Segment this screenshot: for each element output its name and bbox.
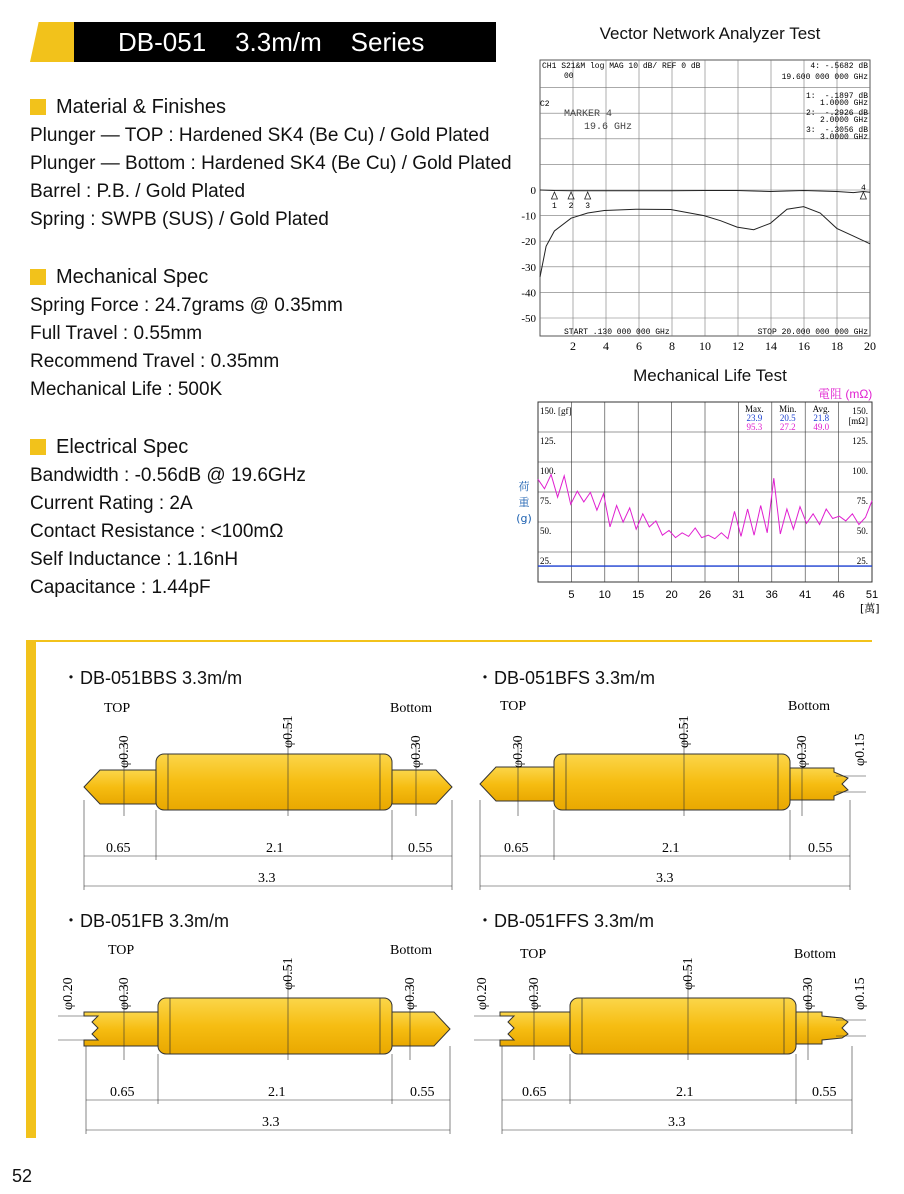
life-y-tick-label: 125. [540, 436, 556, 446]
section-square-icon [30, 99, 46, 115]
bottom-plunger [790, 768, 848, 800]
mechanical-list [30, 292, 343, 404]
length-label: 3.3 [258, 871, 276, 886]
bottom-plunger [392, 770, 452, 804]
vna-y-tick-label: -50 [521, 313, 536, 325]
material-list [30, 122, 512, 234]
vna-marker-freq-value: 2.0000 GHz [819, 116, 868, 125]
diameter-label: φ0.51 [681, 957, 696, 990]
section-accent-bar [26, 642, 36, 1138]
spec-line: Spring Force : 24.7grams @ 0.35mm [30, 295, 343, 316]
title-model: DB-051 [118, 27, 207, 57]
life-y2-unit: [mΩ] [848, 416, 868, 426]
section-square-icon [30, 439, 46, 455]
barrel [156, 754, 392, 810]
spec-line: Recommend Travel : 0.35mm [30, 351, 280, 372]
length-label: 2.1 [268, 1085, 286, 1100]
vna-header-left: CH1 S21&M log MAG 10 dB/ REF 0 dB [542, 62, 701, 71]
diameter-label: φ0.51 [281, 957, 296, 990]
vna-marker-number: 1 [552, 202, 557, 211]
vna-marker-db: -.3056 dB [824, 126, 868, 135]
vna-marker-number: 4 [860, 184, 866, 193]
drawing-bbs [40, 690, 460, 895]
life-summary-resistance: 95.3 [746, 422, 763, 432]
length-label: 0.55 [812, 1085, 837, 1100]
life-y2-tick-label: 125. [852, 436, 868, 446]
title-series: Series [350, 27, 425, 57]
life-y-tick-label: 75. [540, 496, 552, 506]
length-label: 0.65 [106, 841, 131, 856]
life-y-label: 重 [518, 496, 530, 509]
vna-x-tick-label: 6 [636, 339, 642, 352]
life-y-tick-label: 50. [540, 526, 552, 536]
bottom-label: Bottom [390, 701, 433, 716]
title-accent-bar [30, 22, 78, 62]
vna-y-tick-label: -20 [521, 236, 536, 249]
vna-x-tick-label: 4 [603, 339, 609, 352]
vna-x-tick-label: 18 [831, 339, 843, 352]
life-y-tick-label: 100. [540, 466, 556, 476]
bottom-label: Bottom [794, 947, 837, 962]
section-divider [26, 640, 872, 642]
life-y2-tick-label: 50. [856, 526, 868, 536]
vna-marker-freq: 19.6 GHz [584, 122, 633, 133]
top-label: TOP [108, 943, 135, 958]
life-chart [510, 400, 880, 620]
life-summary-force: 23.9 [746, 413, 763, 423]
spec-line: Capacitance : 1.44pF [30, 577, 211, 598]
length-label: 2.1 [266, 841, 284, 856]
life-y-tick-label: 150. [gf] [540, 406, 572, 416]
electrical-list [30, 462, 306, 602]
barrel [570, 998, 796, 1054]
vna-y-tick-label: -10 [521, 210, 536, 223]
life-y-tick-label: 25. [540, 556, 552, 566]
life-chart-title: Mechanical Life Test [633, 366, 787, 385]
life-right-unit: 電阻 (mΩ) [818, 387, 873, 401]
vna-x-tick-label: 10 [699, 339, 711, 352]
drawing-title-ffs: ・DB-051FFS 3.3m/m [476, 911, 655, 931]
length-label: 0.55 [808, 841, 833, 856]
vna-x-tick-label: 20 [864, 339, 876, 352]
length-label: 3.3 [262, 1115, 280, 1130]
top-plunger [500, 1012, 572, 1046]
length-label: 3.3 [668, 1115, 686, 1130]
diameter-label: φ0.20 [61, 977, 76, 1010]
life-summary-resistance: 27.2 [779, 422, 796, 432]
bottom-label: Bottom [788, 699, 831, 714]
mechanical-heading: Mechanical Spec [30, 264, 208, 290]
barrel [554, 754, 790, 810]
section-square-icon [30, 269, 46, 285]
length-label: 0.55 [408, 841, 433, 856]
life-x-tick-label: 31 [732, 589, 745, 601]
drawing-fb [40, 934, 460, 1139]
vna-x-tick-label: 2 [570, 339, 576, 352]
life-x-tick-label: 5 [568, 589, 575, 601]
diameter-label: φ0.30 [795, 735, 810, 768]
vna-stop-label: STOP 20.000 000 000 GHz [757, 328, 868, 337]
top-label: TOP [104, 701, 131, 716]
length-label: 0.55 [410, 1085, 435, 1100]
life-y2-tick-label: 150. [852, 406, 868, 416]
material-heading: Material & Finishes [30, 94, 226, 120]
diameter-label: φ0.15 [853, 733, 868, 766]
life-y-label: 荷 [518, 480, 530, 493]
vna-header-right: 4: -.5682 dB [810, 62, 868, 71]
life-y2-tick-label: 75. [856, 496, 868, 506]
top-plunger [84, 1012, 160, 1046]
length-label: 2.1 [662, 841, 680, 856]
bottom-plunger [796, 1012, 848, 1044]
title-pitch: 3.3m/m [235, 27, 322, 57]
life-y2-tick-label: 25. [856, 556, 868, 566]
life-x-tick-label: 15 [632, 589, 645, 601]
barrel [158, 998, 392, 1054]
life-summary-header: Max. [745, 404, 764, 414]
drawing-bfs [456, 690, 876, 895]
vna-marker-index: 3: [806, 126, 816, 135]
diameter-label: φ0.20 [475, 977, 490, 1010]
life-x-tick-label: 10 [598, 589, 611, 601]
page-title [74, 22, 496, 62]
drawing-title-fb: ・DB-051FB 3.3m/m [62, 911, 230, 931]
diameter-label: φ0.30 [117, 977, 132, 1010]
vna-marker-number: 2 [568, 202, 574, 211]
diameter-label: φ0.30 [801, 977, 816, 1010]
vna-channel-label: C2 [540, 100, 550, 109]
spec-line: Barrel : P.B. / Gold Plated [30, 181, 246, 202]
spec-line: Current Rating : 2A [30, 493, 193, 514]
vna-box-label: 00 [564, 72, 574, 81]
diameter-label: φ0.30 [403, 977, 418, 1010]
vna-marker-db: -.2926 dB [824, 109, 868, 118]
drawing-title-bbs: ・DB-051BBS 3.3m/m [62, 668, 243, 688]
vna-marker-label: MARKER 4 [564, 109, 613, 120]
length-label: 0.65 [522, 1085, 547, 1100]
vna-x-tick-label: 14 [765, 339, 777, 352]
life-summary-force: 20.5 [779, 413, 796, 423]
vna-marker-freq-value: 3.0000 GHz [819, 133, 868, 142]
length-label: 2.1 [676, 1085, 694, 1100]
diameter-label: φ0.30 [527, 977, 542, 1010]
length-label: 3.3 [656, 871, 674, 886]
top-label: TOP [520, 947, 547, 962]
vna-x-tick-label: 8 [669, 339, 675, 352]
spec-line: Spring : SWPB (SUS) / Gold Plated [30, 209, 329, 230]
vna-chart [510, 52, 880, 352]
spec-line: Mechanical Life : 500K [30, 379, 223, 400]
vna-marker-number: 3 [585, 202, 591, 211]
vna-marker-freq-value: 1.0000 GHz [819, 99, 868, 108]
vna-y-tick-label: -40 [521, 287, 536, 300]
length-label: 0.65 [110, 1085, 135, 1100]
vna-marker-index: 2: [806, 109, 816, 118]
vna-y-tick-label: -30 [521, 261, 536, 274]
diameter-label: φ0.30 [409, 735, 424, 768]
vna-freq-right: 19.600 000 000 GHz [781, 73, 868, 82]
life-x-tick-label: 36 [765, 589, 778, 601]
top-plunger [84, 770, 156, 804]
drawing-ffs [456, 934, 876, 1139]
spec-line: Bandwidth : -0.56dB @ 19.6GHz [30, 465, 306, 486]
vna-chart-title: Vector Network Analyzer Test [599, 24, 821, 43]
top-plunger [480, 767, 554, 801]
vna-x-tick-label: 16 [798, 339, 810, 352]
vna-y-tick-label: 0 [530, 185, 536, 197]
life-y-label: (g) [516, 512, 532, 525]
life-summary-force: 21.8 [813, 413, 830, 423]
vna-start-label: START .130 000 000 GHz [564, 328, 670, 337]
life-x-tick-label: 41 [799, 589, 812, 601]
vna-x-tick-label: 12 [732, 339, 744, 352]
diameter-label: φ0.51 [281, 715, 296, 748]
life-x-unit: [萬] [860, 602, 880, 615]
diameter-label: φ0.30 [511, 735, 526, 768]
page-number: 52 [12, 1166, 33, 1186]
life-x-tick-label: 20 [665, 589, 678, 601]
spec-line: Contact Resistance : <100mΩ [30, 521, 284, 542]
life-y2-tick-label: 100. [852, 466, 868, 476]
life-summary-header: Min. [779, 404, 797, 414]
electrical-heading: Electrical Spec [30, 434, 188, 460]
life-x-tick-label: 46 [832, 589, 845, 601]
life-summary-header: Avg. [812, 404, 830, 414]
vna-marker-db: -.1897 dB [824, 92, 868, 101]
vna-marker-index: 1: [806, 92, 816, 101]
bottom-label: Bottom [390, 943, 433, 958]
diameter-label: φ0.30 [117, 735, 132, 768]
life-summary-resistance: 49.0 [813, 422, 830, 432]
life-x-tick-label: 51 [865, 589, 879, 601]
spec-line: Plunger — TOP : Hardened SK4 (Be Cu) / Gold Plated [30, 125, 490, 146]
spec-line: Plunger — Bottom : Hardened SK4 (Be Cu) / Gold Plated [30, 153, 512, 174]
spec-line: Full Travel : 0.55mm [30, 323, 203, 344]
diameter-label: φ0.15 [853, 977, 868, 1010]
length-label: 0.65 [504, 841, 529, 856]
life-x-tick-label: 26 [698, 589, 712, 601]
top-label: TOP [500, 699, 527, 714]
drawing-title-bfs: ・DB-051BFS 3.3m/m [476, 668, 656, 688]
spec-line: Self Inductance : 1.16nH [30, 549, 239, 570]
bottom-plunger [392, 1012, 450, 1046]
diameter-label: φ0.51 [677, 715, 692, 748]
